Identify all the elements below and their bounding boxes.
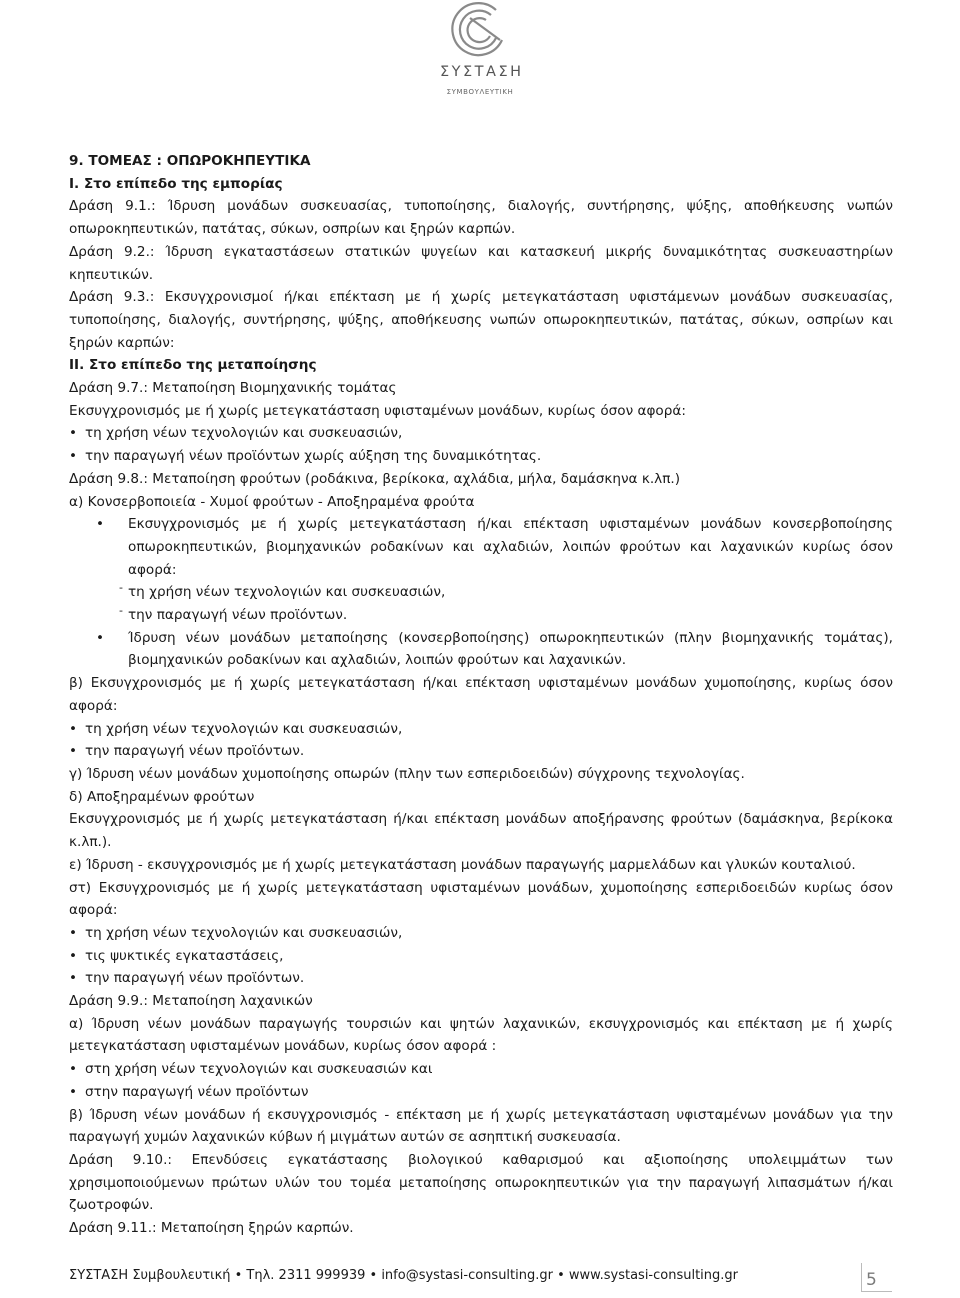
action-9-7-title: Δράση 9.7.: Μεταποίηση Βιομηχανικής τομάτας (69, 380, 397, 397)
action-9-8-a-heading: α) Κονσερβοποιεία - Χυμοί φρούτων - Αποξηραμένα φρούτα (69, 493, 475, 510)
action-9-8-d-heading: δ) Αποξηραμένων φρούτων (69, 788, 255, 805)
list-item: - τη χρήση νέων τεχνολογιών και συσκευασιών, (69, 581, 893, 604)
logo-name: ΣΥΣΤΑΣΗ (440, 64, 524, 80)
page-number-box (861, 1263, 892, 1292)
page-footer: ΣΥΣΤΑΣΗ Συμβουλευτική • Τηλ. 2311 999939 • info@systasi-consulting.gr • www.systasi-consulting.gr (69, 1268, 739, 1283)
list-item: • στην παραγωγή νέων προϊόντων (69, 1081, 893, 1104)
action-9-1: Δράση 9.1.: Ίδρυση μονάδων συσκευασίας, τυποποίησης, διαλογής, συντήρησης, ψύξης, αποθήκευσης νωπών οπωροκηπευτικών, πατάτας, σύκων, οσπρίων και ξηρών καρπών. (69, 198, 893, 238)
list-item: • τις ψυκτικές εγκαταστάσεις, (69, 945, 893, 968)
action-9-2: Δράση 9.2.: Ίδρυση εγκαταστάσεων στατικών ψυγείων και κατασκευή μικρής δυναμικότητας συσκευαστηρίων κηπευτικών. (69, 243, 893, 283)
company-logo (440, 0, 524, 112)
list-item: • τη χρήση νέων τεχνολογιών και συσκευασιών, (69, 718, 893, 741)
action-9-8-f-heading: στ) Εκσυγχρονισμός με ή χωρίς μετεγκατάσταση υφισταμένων μονάδων, χυμοποίησης εσπεριδοειδών κυρίως όσον αφορά: (69, 879, 893, 919)
action-9-9-b-text: β) Ίδρυση νέων μονάδων ή εκσυγχρονισμός - επέκταση με ή χωρίς μετεγκατάσταση υφισταμένων μονάδων για την παραγωγή χυμών λαχανικών κύβων ή μιγμάτων αυτών σε ασηπτική συσκευασία. (69, 1106, 893, 1146)
list-item: • τη χρήση νέων τεχνολογιών και συσκευασιών, (69, 922, 893, 945)
action-9-8-title: Δράση 9.8.: Μεταποίηση φρούτων (ροδάκινα, βερίκοκα, αχλάδια, μήλα, δαμάσκηνα κ.λπ.) (69, 470, 681, 487)
list-item: • Εκσυγχρονισμός με ή χωρίς μετεγκατάσταση ή/και επέκταση υφισταμένων μονάδων κονσερβοποίησης οπωροκηπευτικών, βιομηχανικών ροδακίνων και αχλαδιών, λοιπών φρούτων και λαχανικών κυρίως όσον αφορά: (69, 513, 893, 581)
action-9-8-c-text: γ) Ίδρυση νέων μονάδων χυμοποίησης οπωρών (πλην των εσπεριδοειδών) σύγχρονης τεχνολογίας. (69, 765, 745, 782)
level2-heading: II. Στο επίπεδο της μεταποίησης (69, 357, 317, 374)
section-title: 9. ΤΟΜΕΑΣ : ΟΠΩΡΟΚΗΠΕΥΤΙΚΑ (69, 153, 311, 169)
logo-subtitle: ΣΥΜΒΟΥΛΕΥΤΙΚΗ (446, 88, 514, 96)
list-item: • Ίδρυση νέων μονάδων μεταποίησης (κονσερβοποίησης) οπωροκηπευτικών (πλην βιομηχανικής τομάτας), βιομηχανικών ροδακίνων και αχλαδιών, λοιπών φρούτων και λαχανικών. (69, 627, 893, 672)
list-item: • στη χρήση νέων τεχνολογιών και συσκευασιών και (69, 1058, 893, 1081)
page-number: 5 (866, 1270, 877, 1290)
list-item: - την παραγωγή νέων προϊόντων. (69, 604, 893, 627)
document-body (69, 150, 893, 1240)
action-9-8-e-text: ε) Ίδρυση - εκσυγχρονισμός με ή χωρίς μετεγκατάσταση μονάδων παραγωγής μαρμελάδων και γλυκών κουταλιού. (69, 856, 856, 873)
logo-circles-icon (440, 0, 520, 64)
action-9-11: Δράση 9.11.: Μεταποίηση ξηρών καρπών. (69, 1220, 354, 1237)
action-9-9-a-text: α) Ίδρυση νέων μονάδων παραγωγής τουρσιών και ψητών λαχανικών, εκσυγχρονισμός και επέκταση με ή χωρίς μετεγκατάσταση υφισταμένων μονάδων, κυρίως όσον αφορά : (69, 1015, 893, 1055)
action-9-7-intro: Εκσυγχρονισμός με ή χωρίς μετεγκατάσταση υφισταμένων μονάδων, κυρίως όσον αφορά: (69, 402, 686, 419)
action-9-10: Δράση 9.10.: Επενδύσεις εγκατάστασης βιολογικού καθαρισμού και αξιοποίησης υπολειμμάτων των χρησιμοποιούμενων πρώτων υλών του τομέα μεταποίησης οπωροκηπευτικών για την παραγωγή λιπασμάτων ή/και ζωοτροφών. (69, 1151, 893, 1214)
list-item: • την παραγωγή νέων προϊόντων χωρίς αύξηση της δυναμικότητας. (69, 445, 893, 468)
list-item: • την παραγωγή νέων προϊόντων. (69, 740, 893, 763)
list-item: • την παραγωγή νέων προϊόντων. (69, 967, 893, 990)
action-9-8-b-heading: β) Εκσυγχρονισμός με ή χωρίς μετεγκατάσταση ή/και επέκταση υφισταμένων μονάδων χυμοποίησης, κυρίως όσον αφορά: (69, 675, 893, 714)
action-9-3: Δράση 9.3.: Εκσυγχρονισμοί ή/και επέκταση με ή χωρίς μετεγκατάσταση υφιστάμενων μονάδων συσκευασίας, τυποποίησης, διαλογής, συντήρησης, ψύξης, αποθήκευσης νωπών οπωροκηπευτικών, πατάτας, σύκων, οσπρίων και ξηρών καρπών: (69, 289, 893, 351)
action-9-8-d-text: Εκσυγχρονισμός με ή χωρίς μετεγκατάσταση ή/και επέκταση μονάδων αποξήρανσης φρούτων (δαμάσκηνα, βερίκοκα κ.λπ.). (69, 811, 893, 851)
level1-heading: I. Στο επίπεδο της εμπορίας (69, 175, 283, 192)
list-item: • τη χρήση νέων τεχνολογιών και συσκευασιών, (69, 422, 893, 445)
action-9-9-title: Δράση 9.9.: Μεταποίηση λαχανικών (69, 993, 313, 1010)
